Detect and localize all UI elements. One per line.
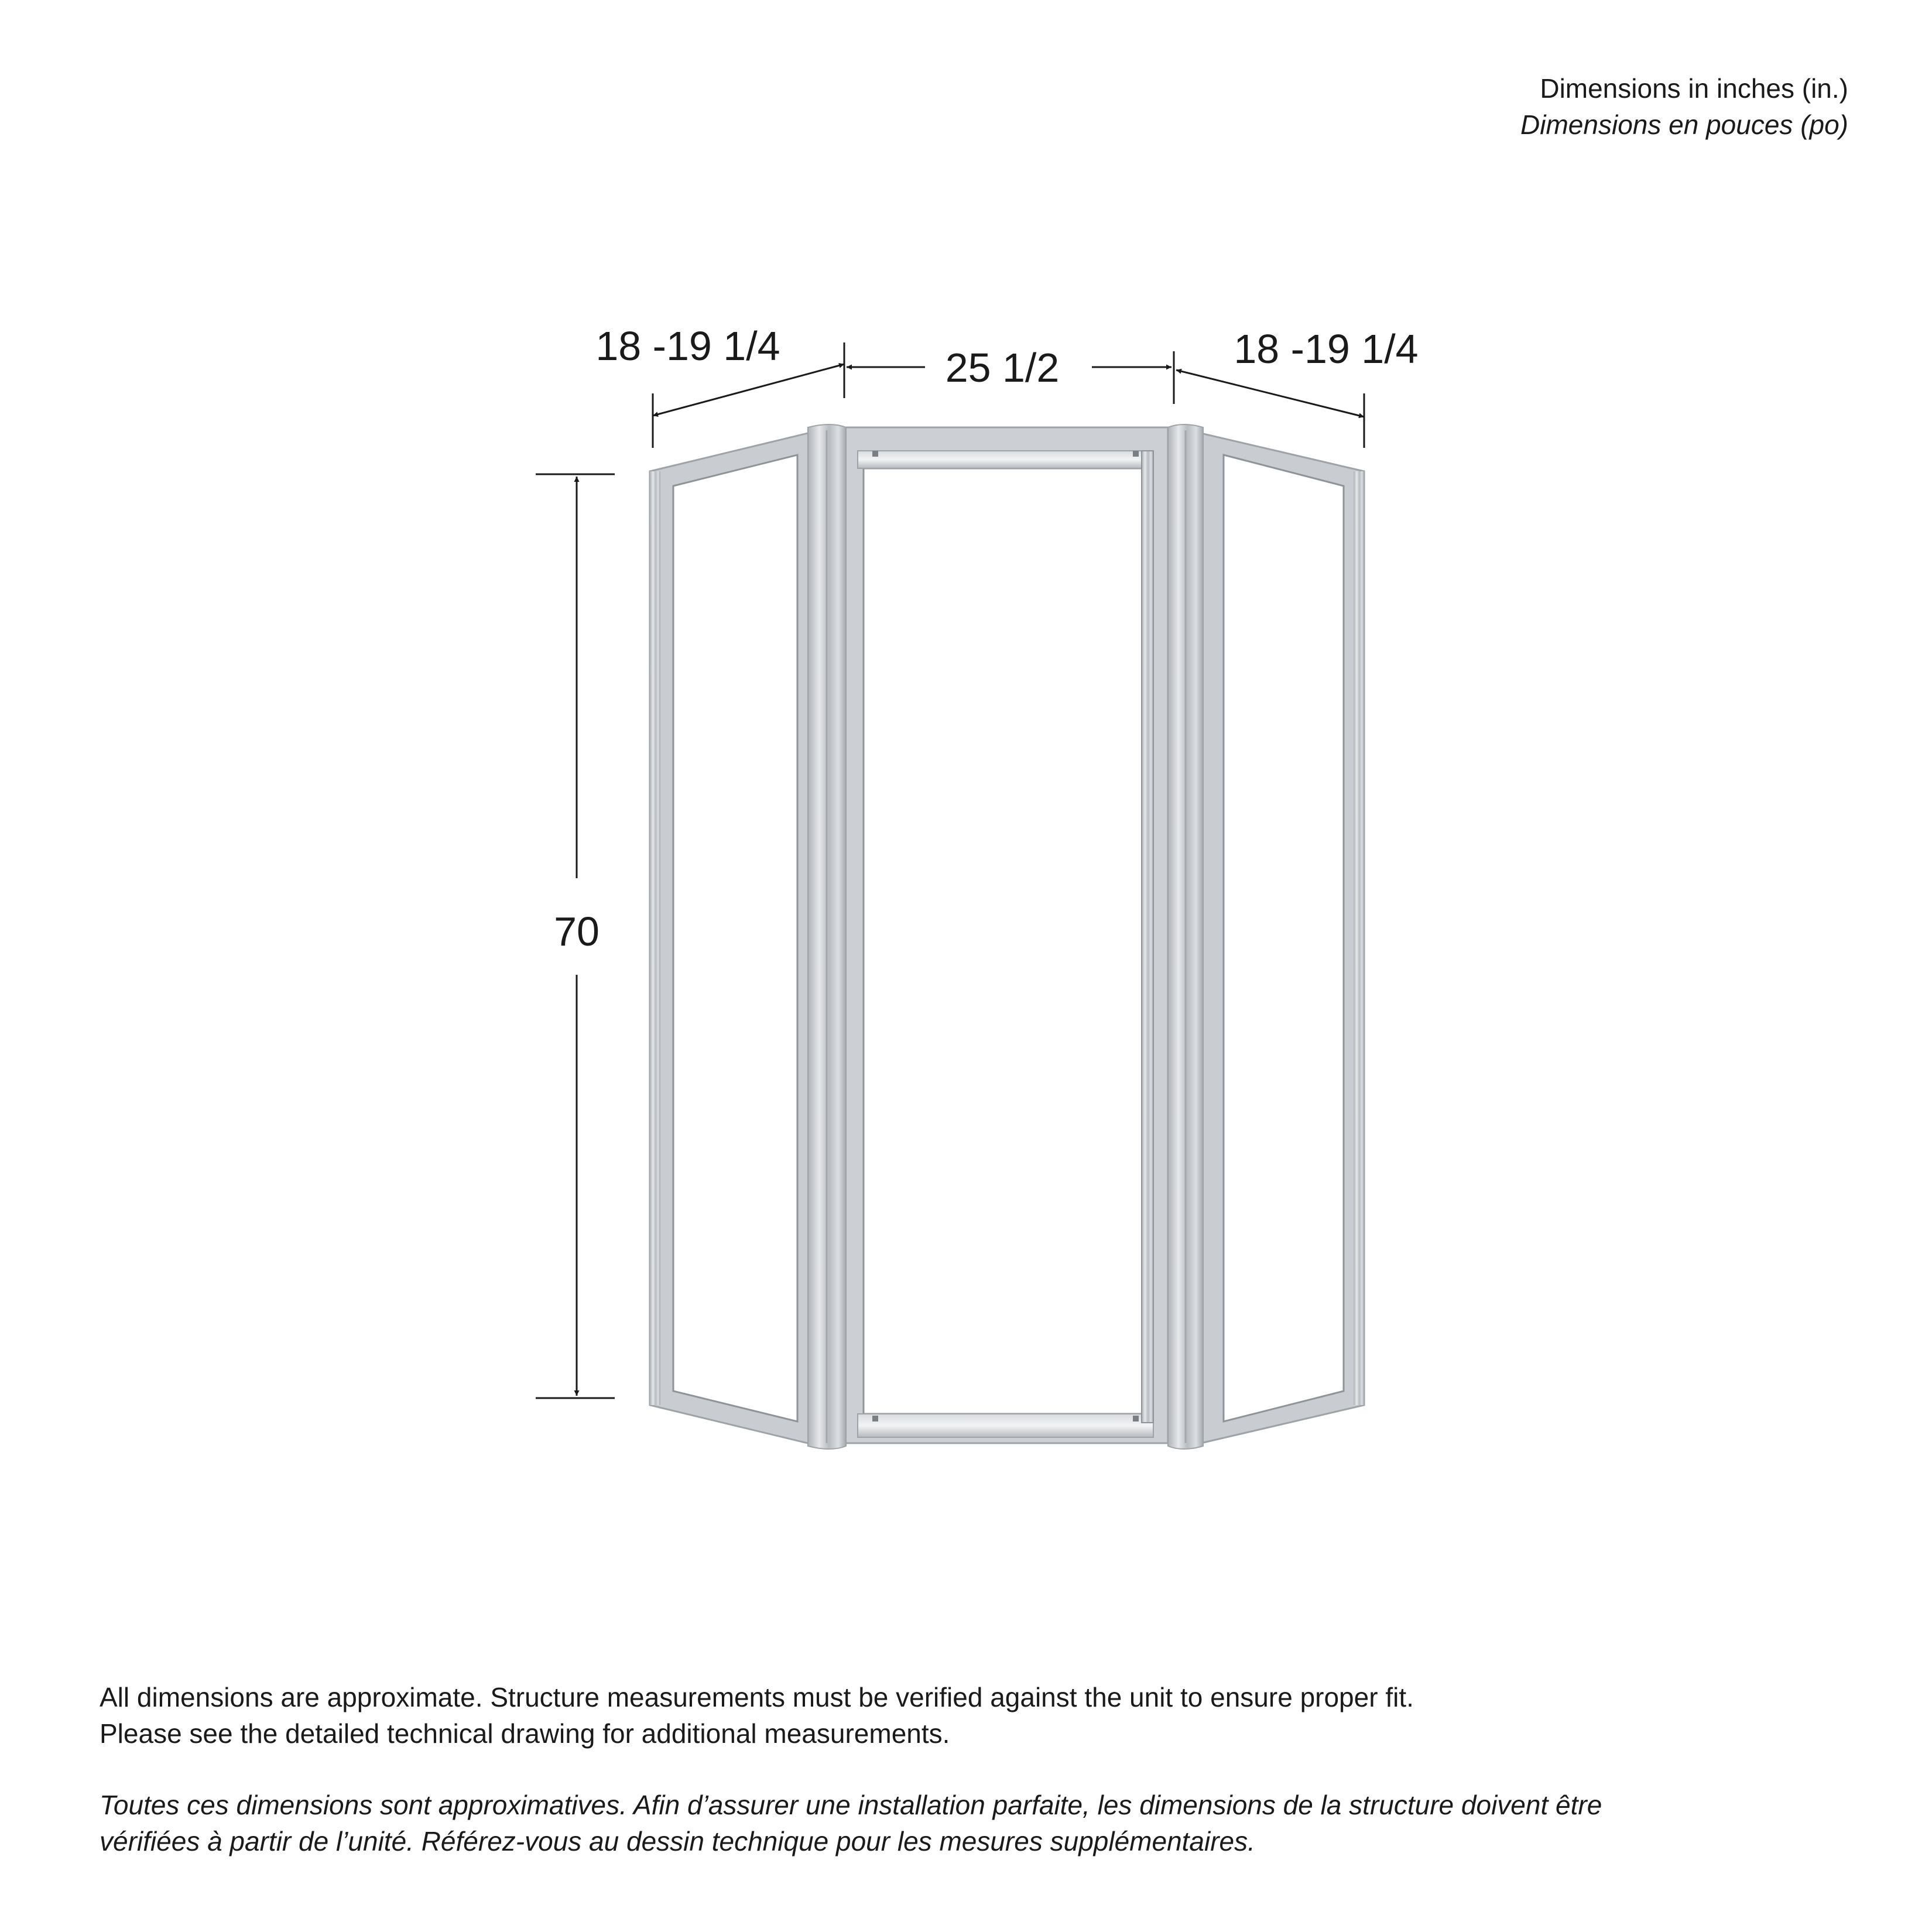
height-label: 70 xyxy=(554,909,600,954)
units-note-en: Dimensions in inches (in.) xyxy=(1540,73,1848,104)
height-dimension xyxy=(536,474,615,1398)
note-en-line1: All dimensions are approximate. Structure measurements must be verified against the unit to ensure proper fit. xyxy=(100,1682,1414,1712)
left-corner-post xyxy=(808,424,846,1449)
center-door xyxy=(843,427,1168,1443)
right-side-panel xyxy=(1188,430,1364,1446)
right-corner-post xyxy=(1168,424,1203,1449)
notes-fr xyxy=(100,1787,1856,1859)
left-width-dimension xyxy=(595,323,844,448)
left-side-panel xyxy=(650,430,820,1446)
note-fr-line1: Toutes ces dimensions sont approximatives. Afin d’assurer une installation parfaite, les dimensions de la structure doivent être xyxy=(100,1790,1602,1820)
notes-block xyxy=(100,1679,1856,1859)
left-width-label: 18 -19 1/4 xyxy=(595,323,780,369)
note-fr-line2: vérifiées à partir de l’unité. Référez-vous au dessin technique pour les mesures supplémentaires. xyxy=(100,1826,1255,1856)
right-width-label: 18 -19 1/4 xyxy=(1234,326,1419,372)
notes-en xyxy=(100,1679,1856,1752)
door-width-dimension xyxy=(847,345,1174,404)
door-width-label: 25 1/2 xyxy=(945,345,1060,390)
dimension-arrow xyxy=(1176,370,1364,417)
units-note-fr: Dimensions en pouces (po) xyxy=(1520,109,1848,140)
dimension-arrow xyxy=(653,364,844,416)
right-width-dimension xyxy=(1176,326,1419,448)
note-en-line2: Please see the detailed technical drawing for additional measurements. xyxy=(100,1718,950,1749)
